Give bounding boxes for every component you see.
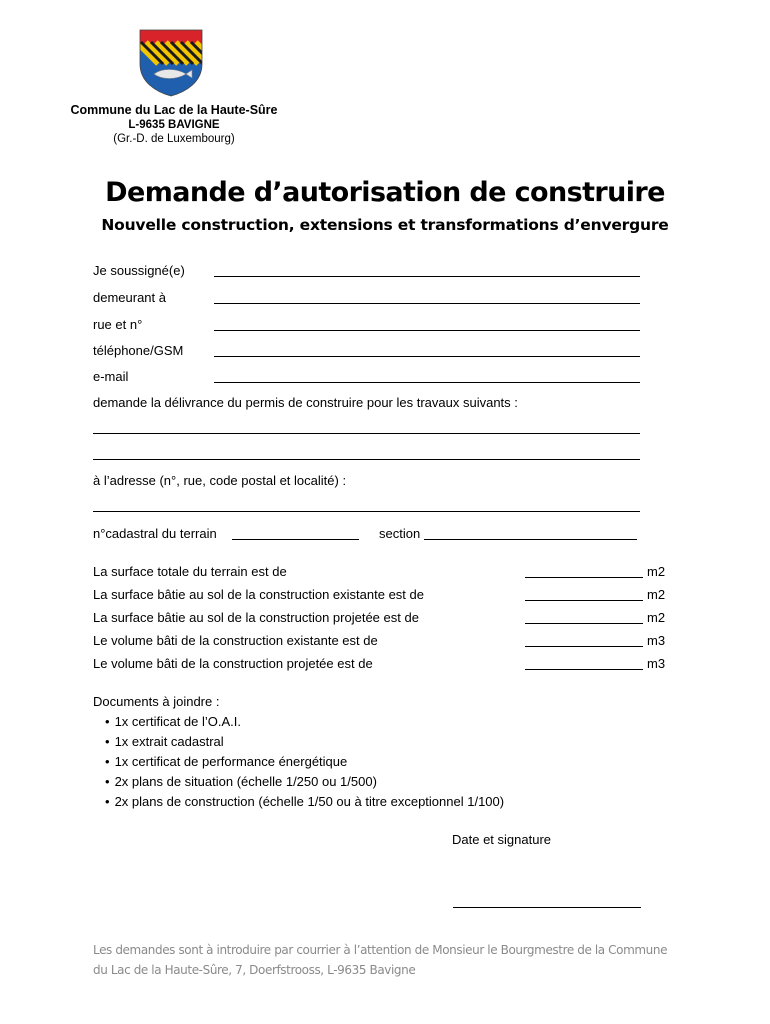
section-field[interactable] <box>424 539 637 540</box>
surface-unit: m2 <box>647 587 666 602</box>
coat-of-arms-logo <box>136 28 206 98</box>
address-label: à l’adresse (n°, rue, code postal et localité) : <box>93 473 347 488</box>
list-item: • 2x plans de situation (échelle 1/250 ou 1/500) <box>93 772 504 792</box>
name-field[interactable] <box>214 276 640 277</box>
surface-field[interactable] <box>525 577 643 578</box>
footer-note <box>93 940 693 980</box>
surface-unit: m2 <box>647 564 666 579</box>
surface-field[interactable] <box>525 646 643 647</box>
email-label: e-mail <box>93 369 129 384</box>
list-item: • 1x certificat de performance énergétique <box>93 752 504 772</box>
list-item: • 2x plans de construction (échelle 1/50 ou à titre exceptionnel 1/100) <box>93 792 504 812</box>
surface-unit: m3 <box>647 656 666 671</box>
documents-heading: Documents à joindre : <box>93 694 220 709</box>
phone-label: téléphone/GSM <box>93 343 184 358</box>
cadastral-field[interactable] <box>232 539 359 540</box>
commune-postal-address: L-9635 BAVIGNE <box>128 119 220 131</box>
commune-name: Commune du Lac de la Haute-Sûre <box>70 103 278 117</box>
cadastral-label: n°cadastral du terrain <box>93 526 217 541</box>
surface-label: La surface totale du terrain est de <box>93 564 287 579</box>
residence-label: demeurant à <box>93 290 166 305</box>
signature-label: Date et signature <box>452 832 552 847</box>
form-title: Demande d’autorisation de construire <box>105 177 665 208</box>
surface-label: La surface bâtie au sol de la construction projetée est de <box>93 610 419 625</box>
address-field[interactable] <box>93 511 640 512</box>
surface-field[interactable] <box>525 669 643 670</box>
email-field[interactable] <box>214 382 640 383</box>
surface-unit: m3 <box>647 633 666 648</box>
street-field[interactable] <box>214 330 640 331</box>
footer-line-1: Les demandes sont à introduire par courrier à l’attention de Monsieur le Bourgmestre de la Commune <box>93 943 668 957</box>
request-text: demande la délivrance du permis de construire pour les travaux suivants : <box>93 395 518 410</box>
name-label: Je soussigné(e) <box>93 263 185 278</box>
surface-label: Le volume bâti de la construction existante est de <box>93 633 378 648</box>
surface-unit: m2 <box>647 610 666 625</box>
commune-country: (Gr.-D. de Luxembourg) <box>113 133 235 145</box>
footer-line-2: du Lac de la Haute-Sûre, 7, Doerfstrooss, L-9635 Bavigne <box>93 963 416 977</box>
surface-label: Le volume bâti de la construction projetée est de <box>93 656 373 671</box>
list-item: • 1x certificat de l’O.A.I. <box>93 712 504 732</box>
residence-field[interactable] <box>214 303 640 304</box>
surface-field[interactable] <box>525 600 643 601</box>
form-subtitle: Nouvelle construction, extensions et transformations d’envergure <box>101 216 669 234</box>
surface-field[interactable] <box>525 623 643 624</box>
section-label: section <box>379 526 421 541</box>
phone-field[interactable] <box>214 356 640 357</box>
documents-list <box>93 712 504 812</box>
list-item: • 1x extrait cadastral <box>93 732 504 752</box>
street-label: rue et n° <box>93 317 143 332</box>
surface-label: La surface bâtie au sol de la construction existante est de <box>93 587 424 602</box>
documents-section <box>93 692 504 812</box>
works-field-line-2[interactable] <box>93 459 640 460</box>
signature-field[interactable] <box>453 907 641 908</box>
works-field-line-1[interactable] <box>93 433 640 434</box>
